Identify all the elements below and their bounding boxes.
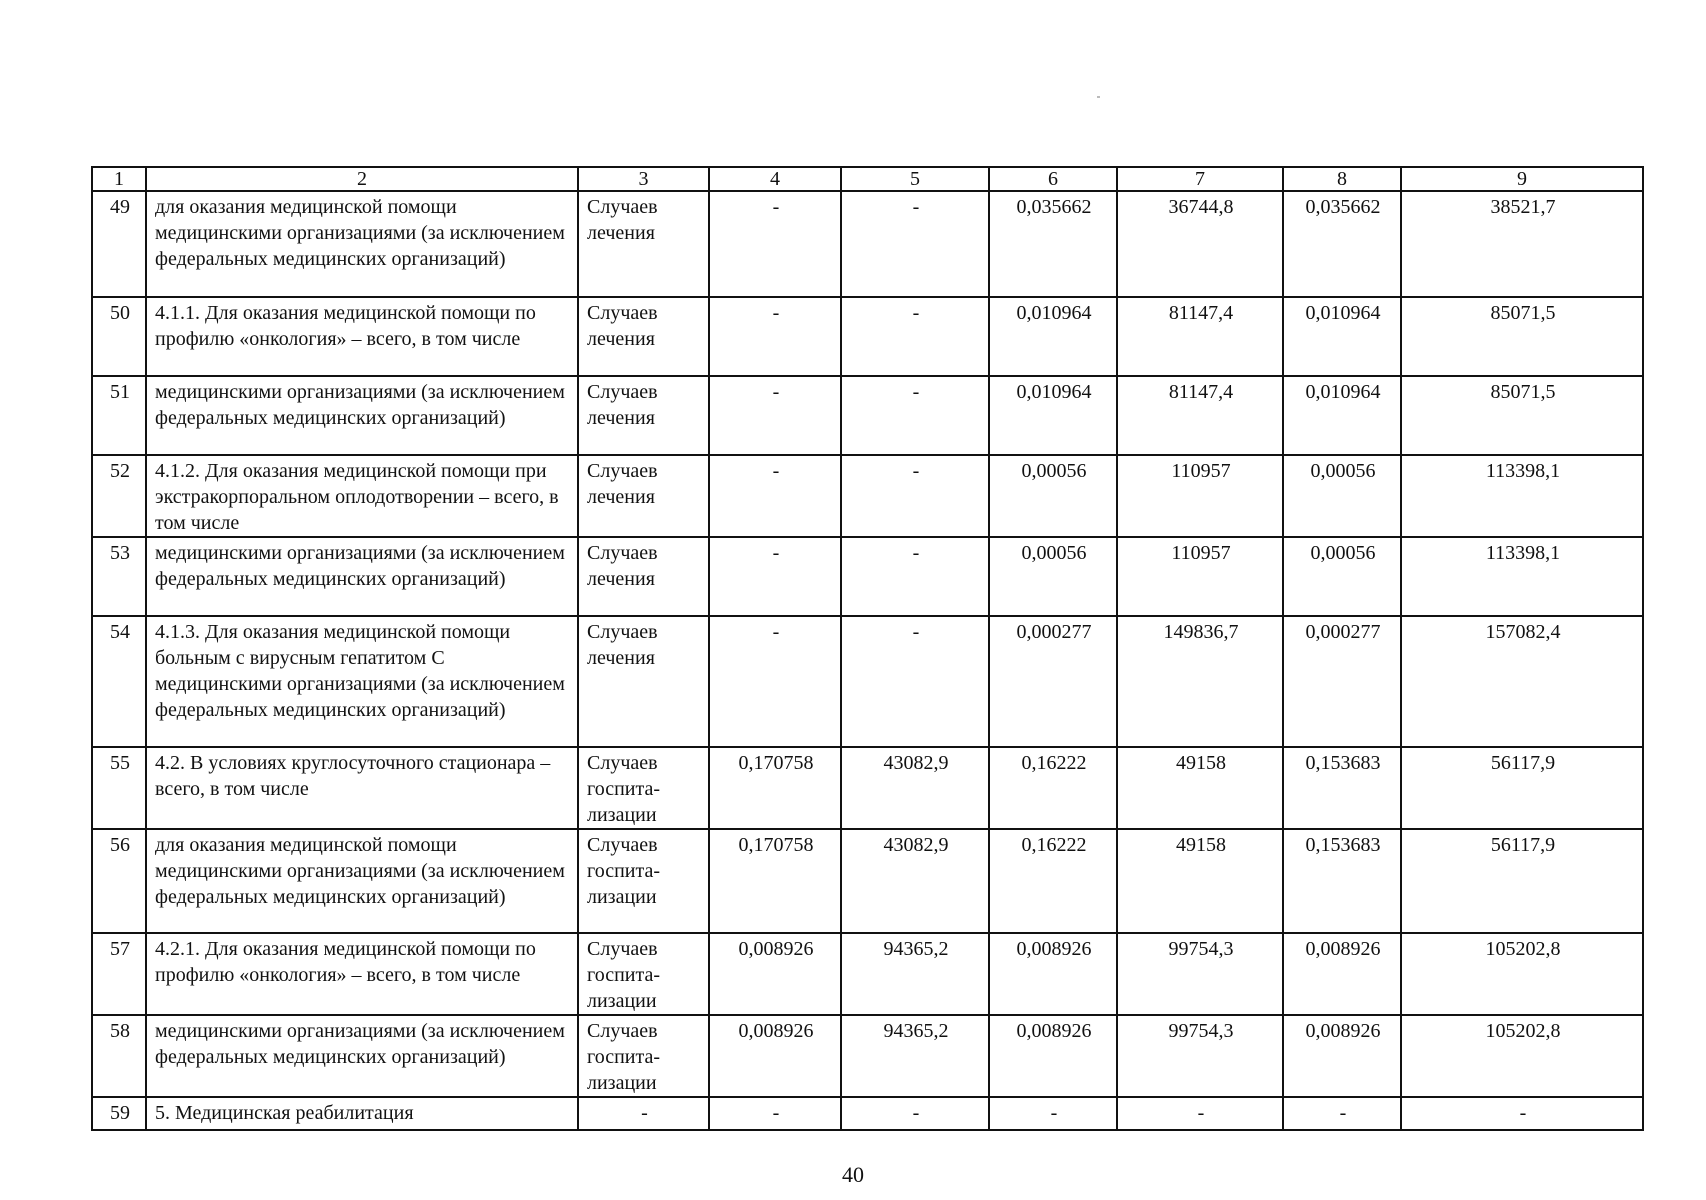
row-unit: Случаев госпита-лизации: [578, 1015, 709, 1097]
row-name: 4.2.1. Для оказания медицинской помощи по профилю «онкология» – всего, в том числе: [146, 933, 578, 1015]
row-number: 57: [92, 933, 146, 1015]
row-col-5: 94365,2: [841, 933, 989, 1015]
row-col-9: -: [1401, 1097, 1643, 1130]
table-row: [92, 1097, 1643, 1130]
row-col-4: 0,170758: [709, 747, 841, 829]
row-unit: Случаев госпита-лизации: [578, 829, 709, 933]
row-col-7: 99754,3: [1117, 1015, 1283, 1097]
row-col-4: 0,170758: [709, 829, 841, 933]
header-row: [92, 167, 1643, 191]
header-cell-1: 1: [92, 167, 146, 191]
header-cell-7: 7: [1117, 167, 1283, 191]
row-col-9: 113398,1: [1401, 537, 1643, 616]
row-col-6: 0,035662: [989, 191, 1117, 297]
row-name: 4.1.3. Для оказания медицинской помощи больным с вирусным гепатитом С медицинскими организациями (за исключением федеральных медицинских организаций): [146, 616, 578, 747]
row-number: 56: [92, 829, 146, 933]
row-col-7: 99754,3: [1117, 933, 1283, 1015]
row-col-6: 0,008926: [989, 933, 1117, 1015]
row-col-4: -: [709, 191, 841, 297]
row-col-6: 0,00056: [989, 537, 1117, 616]
row-unit: Случаев лечения: [578, 376, 709, 455]
row-unit: Случаев госпита-лизации: [578, 747, 709, 829]
row-col-5: -: [841, 376, 989, 455]
row-unit: -: [578, 1097, 709, 1130]
row-name: 4.2. В условиях круглосуточного стационара – всего, в том числе: [146, 747, 578, 829]
row-col-6: 0,16222: [989, 747, 1117, 829]
row-unit: Случаев госпита-лизации: [578, 933, 709, 1015]
row-col-9: 38521,7: [1401, 191, 1643, 297]
row-col-9: 113398,1: [1401, 455, 1643, 537]
row-col-7: 81147,4: [1117, 376, 1283, 455]
row-name: медицинскими организациями (за исключением федеральных медицинских организаций): [146, 537, 578, 616]
row-col-6: -: [989, 1097, 1117, 1130]
table-row: [92, 1015, 1643, 1097]
row-col-9: 157082,4: [1401, 616, 1643, 747]
header-cell-4: 4: [709, 167, 841, 191]
row-col-5: -: [841, 191, 989, 297]
row-number: 58: [92, 1015, 146, 1097]
row-col-8: 0,00056: [1283, 455, 1401, 537]
row-col-4: -: [709, 616, 841, 747]
page-number: 40: [842, 1162, 864, 1187]
row-col-7: 110957: [1117, 537, 1283, 616]
row-col-4: -: [709, 376, 841, 455]
row-col-6: 0,008926: [989, 1015, 1117, 1097]
row-col-5: 43082,9: [841, 747, 989, 829]
row-col-9: 85071,5: [1401, 297, 1643, 376]
row-col-6: 0,000277: [989, 616, 1117, 747]
row-name: для оказания медицинской помощи медицинскими организациями (за исключением федеральных медицинских организаций): [146, 829, 578, 933]
row-col-9: 105202,8: [1401, 933, 1643, 1015]
row-col-6: 0,010964: [989, 297, 1117, 376]
header-cell-3: 3: [578, 167, 709, 191]
row-col-8: 0,000277: [1283, 616, 1401, 747]
row-col-6: 0,010964: [989, 376, 1117, 455]
row-col-7: -: [1117, 1097, 1283, 1130]
row-unit: Случаев лечения: [578, 191, 709, 297]
row-number: 53: [92, 537, 146, 616]
row-col-7: 149836,7: [1117, 616, 1283, 747]
row-col-8: 0,00056: [1283, 537, 1401, 616]
row-col-5: -: [841, 616, 989, 747]
row-name: 4.1.1. Для оказания медицинской помощи по профилю «онкология» – всего, в том числе: [146, 297, 578, 376]
row-col-8: 0,008926: [1283, 933, 1401, 1015]
row-unit: Случаев лечения: [578, 537, 709, 616]
row-col-5: 94365,2: [841, 1015, 989, 1097]
row-col-4: -: [709, 455, 841, 537]
row-name: для оказания медицинской помощи медицинскими организациями (за исключением федеральных медицинских организаций): [146, 191, 578, 297]
row-col-7: 81147,4: [1117, 297, 1283, 376]
row-col-8: -: [1283, 1097, 1401, 1130]
row-number: 59: [92, 1097, 146, 1130]
row-col-5: -: [841, 1097, 989, 1130]
header-cell-9: 9: [1401, 167, 1643, 191]
row-number: 51: [92, 376, 146, 455]
row-name: 4.1.2. Для оказания медицинской помощи при экстракорпоральном оплодотворении – всего, в том числе: [146, 455, 578, 537]
table-row: [92, 537, 1643, 616]
table-row: [92, 829, 1643, 933]
row-name: медицинскими организациями (за исключением федеральных медицинских организаций): [146, 1015, 578, 1097]
table-row: [92, 616, 1643, 747]
row-col-4: -: [709, 537, 841, 616]
row-number: 54: [92, 616, 146, 747]
row-col-8: 0,008926: [1283, 1015, 1401, 1097]
row-col-4: 0,008926: [709, 933, 841, 1015]
table-row: [92, 933, 1643, 1015]
row-col-8: 0,010964: [1283, 297, 1401, 376]
row-unit: Случаев лечения: [578, 297, 709, 376]
header-cell-2: 2: [146, 167, 578, 191]
row-name: 5. Медицинская реабилитация: [146, 1097, 578, 1130]
row-col-7: 49158: [1117, 747, 1283, 829]
data-table: [91, 166, 1644, 1131]
table-row: [92, 747, 1643, 829]
row-col-9: 56117,9: [1401, 747, 1643, 829]
row-col-9: 85071,5: [1401, 376, 1643, 455]
row-col-9: 105202,8: [1401, 1015, 1643, 1097]
row-col-9: 56117,9: [1401, 829, 1643, 933]
row-number: 49: [92, 191, 146, 297]
row-col-4: -: [709, 297, 841, 376]
table-row: [92, 455, 1643, 537]
row-number: 50: [92, 297, 146, 376]
table-row: [92, 191, 1643, 297]
row-col-8: 0,153683: [1283, 829, 1401, 933]
row-number: 55: [92, 747, 146, 829]
row-col-8: 0,035662: [1283, 191, 1401, 297]
row-col-7: 36744,8: [1117, 191, 1283, 297]
row-col-4: -: [709, 1097, 841, 1130]
header-cell-5: 5: [841, 167, 989, 191]
table-row: [92, 297, 1643, 376]
row-col-8: 0,153683: [1283, 747, 1401, 829]
row-col-5: -: [841, 297, 989, 376]
row-unit: Случаев лечения: [578, 455, 709, 537]
row-col-8: 0,010964: [1283, 376, 1401, 455]
row-col-5: 43082,9: [841, 829, 989, 933]
table-row: [92, 376, 1643, 455]
row-unit: Случаев лечения: [578, 616, 709, 747]
row-col-6: 0,00056: [989, 455, 1117, 537]
scan-speck: [1097, 96, 1100, 98]
row-name: медицинскими организациями (за исключением федеральных медицинских организаций): [146, 376, 578, 455]
row-number: 52: [92, 455, 146, 537]
row-col-7: 49158: [1117, 829, 1283, 933]
row-col-5: -: [841, 537, 989, 616]
row-col-6: 0,16222: [989, 829, 1117, 933]
row-col-5: -: [841, 455, 989, 537]
header-cell-6: 6: [989, 167, 1117, 191]
row-col-7: 110957: [1117, 455, 1283, 537]
row-col-4: 0,008926: [709, 1015, 841, 1097]
header-cell-8: 8: [1283, 167, 1401, 191]
